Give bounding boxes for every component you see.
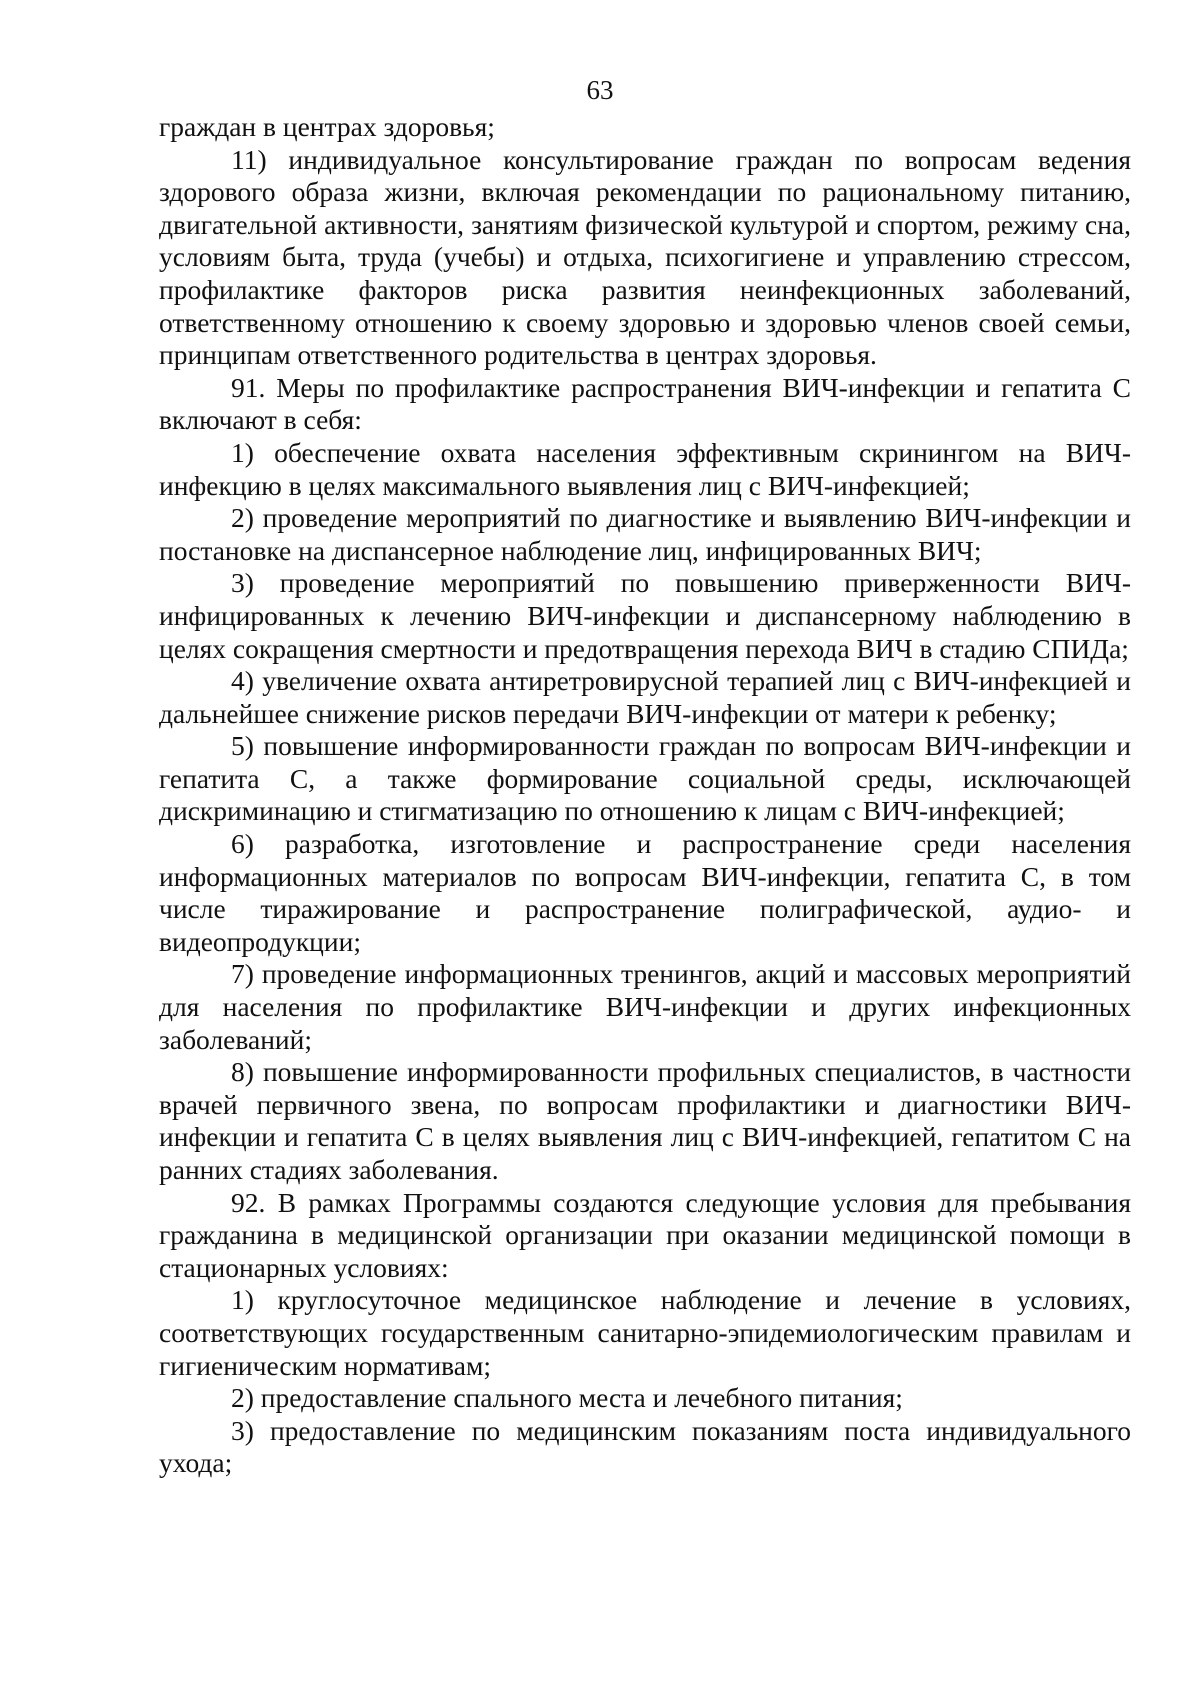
- list-item: 6) разработка, изготовление и распространение среди населения информационных материалов по вопросам ВИЧ-инфекции, гепатита С, в том числе тиражирование и распространение полиграфической, аудио- и видеопродукции;: [159, 828, 1131, 957]
- body-text: [159, 111, 1131, 1480]
- list-item: 3) предоставление по медицинским показаниям поста индивидуального ухода;: [159, 1414, 1131, 1479]
- list-item: 5) повышение информированности граждан по вопросам ВИЧ-инфекции и гепатита С, а также формирование социальной среды, исключающей дискриминацию и стигматизацию по отношению к лицам с ВИЧ-инфекцией;: [159, 730, 1131, 827]
- list-item: 8) повышение информированности профильных специалистов, в частности врачей первичного звена, по вопросам профилактики и диагностики ВИЧ-инфекции и гепатита С в целях выявления лиц с ВИЧ-инфекцией, гепатитом С на ранних стадиях заболевания.: [159, 1056, 1131, 1185]
- paragraph: 11) индивидуальное консультирование граждан по вопросам ведения здорового образа жизни, включая рекомендации по рациональному питанию, двигательной активности, занятиям физической культурой и спортом, режиму сна, условиям быта, труда (учебы) и отдыха, психогигиене и управлению стрессом, профилактике факторов риска развития неинфекционных заболеваний, ответственному отношению к своему здоровью и здоровью членов своей семьи, принципам ответственного родительства в центрах здоровья.: [159, 143, 1131, 371]
- list-item: 4) увеличение охвата антиретровирусной терапией лиц с ВИЧ-инфекцией и дальнейшее снижение рисков передачи ВИЧ-инфекции от матери к ребенку;: [159, 665, 1131, 729]
- page-number: 63: [586, 75, 614, 105]
- list-item: 2) предоставление спального места и лечебного питания;: [231, 1382, 903, 1414]
- paragraph: 92. В рамках Программы создаются следующие условия для пребывания гражданина в медицинской организации при оказании медицинской помощи в стационарных условиях:: [159, 1186, 1131, 1283]
- paragraph: граждан в центрах здоровья;: [159, 111, 495, 142]
- list-item: 7) проведение информационных тренингов, акций и массовых мероприятий для населения по профилактике ВИЧ-инфекции и других инфекционных заболеваний;: [159, 958, 1131, 1055]
- list-item: 1) обеспечение охвата населения эффективным скринингом на ВИЧ-инфекцию в целях максимального выявления лиц с ВИЧ-инфекцией;: [159, 436, 1131, 501]
- paragraph: 91. Меры по профилактике распространения ВИЧ-инфекции и гепатита С включают в себя:: [159, 371, 1131, 436]
- list-item: 1) круглосуточное медицинское наблюдение и лечение в условиях, соответствующих государственным санитарно-эпидемиологическим правилам и гигиеническим нормативам;: [159, 1284, 1131, 1381]
- list-item: 3) проведение мероприятий по повышению приверженности ВИЧ-инфицированных к лечению ВИЧ-инфекции и диспансерному наблюдению в целях сокращения смертности и предотвращения перехода ВИЧ в стадию СПИДа;: [159, 567, 1131, 664]
- list-item: 2) проведение мероприятий по диагностике и выявлению ВИЧ-инфекции и постановке на диспансерное наблюдение лиц, инфицированных ВИЧ;: [159, 502, 1131, 566]
